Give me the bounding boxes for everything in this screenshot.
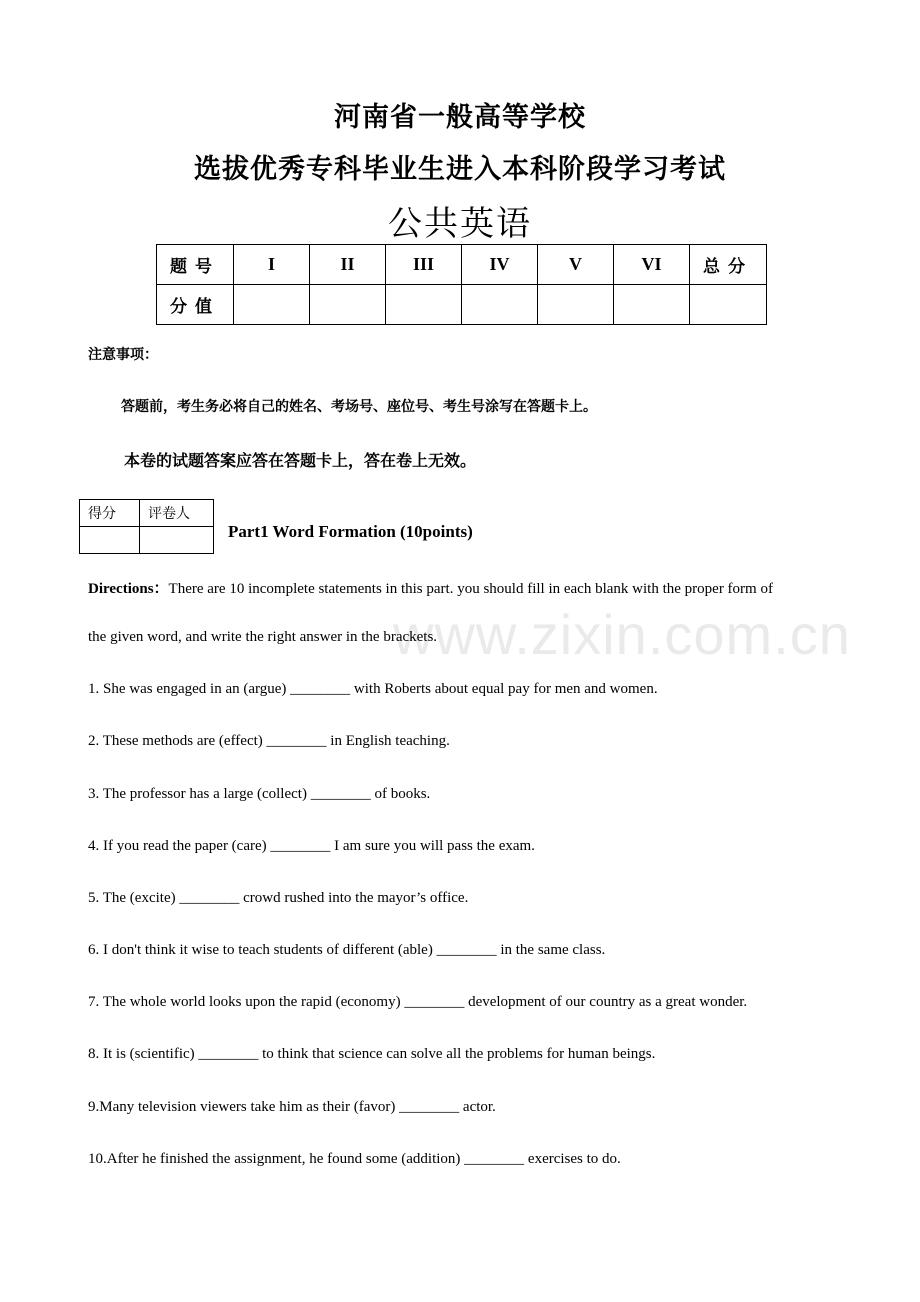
question-10: 10.After he finished the assignment, he found some (addition) ________ exercises to do. (88, 1151, 621, 1167)
question-7: 7. The whole world looks upon the rapid (economy) ________ development of our country as a great wonder. (88, 994, 748, 1010)
grader-entry-cell[interactable] (140, 527, 214, 554)
score-table (156, 244, 767, 325)
score-cell-i[interactable] (234, 285, 310, 325)
notes-label: 注意事项： (88, 347, 158, 363)
column-ii: II (310, 245, 386, 285)
score-label: 得分 (80, 500, 140, 527)
question-4: 4. If you read the paper (care) ________ I am sure you will pass the exam. (88, 838, 535, 854)
directions-line2: the given word, and write the right answer in the brackets. (88, 629, 438, 645)
grader-table (79, 499, 214, 554)
question-3: 3. The professor has a large (collect) ________ of books. (88, 786, 431, 802)
column-iii: III (386, 245, 462, 285)
question-1: 1. She was engaged in an (argue) ________ with Roberts about equal pay for men and women. (88, 681, 658, 697)
column-vi: VI (614, 245, 690, 285)
question-5: 5. The (excite) ________ crowd rushed into the mayor’s office. (88, 890, 469, 906)
part1-title: Part1 Word Formation (10points) (228, 522, 473, 541)
exam-title-line1: 河南省一般高等学校 (334, 102, 586, 133)
score-entry-cell[interactable] (80, 527, 140, 554)
grader-label: 评卷人 (140, 500, 214, 527)
score-value-label: 分值 (157, 285, 234, 325)
directions-label: Directions： (88, 581, 169, 597)
total-label: 总分 (690, 245, 767, 285)
exam-title-line2: 选拔优秀专科毕业生进入本科阶段学习考试 (194, 154, 726, 185)
question-8: 8. It is (scientific) ________ to think that science can solve all the problems for human beings. (88, 1046, 656, 1062)
score-cell-ii[interactable] (310, 285, 386, 325)
score-cell-total[interactable] (690, 285, 767, 325)
column-iv: IV (462, 245, 538, 285)
directions-text1: There are 10 incomplete statements in this part. you should fill in each blank with the proper form of (168, 581, 773, 597)
score-cell-iii[interactable] (386, 285, 462, 325)
column-i: I (234, 245, 310, 285)
note-line1: 答题前，考生务必将自己的姓名、考场号、座位号、考生号涂写在答题卡上。 (121, 399, 597, 415)
question-number-label: 题号 (157, 245, 234, 285)
directions-line1 (88, 577, 773, 598)
watermark: www.zixin.com.cn (393, 603, 851, 666)
column-v: V (538, 245, 614, 285)
subject-title: 公共英语 (388, 204, 532, 244)
score-cell-iv[interactable] (462, 285, 538, 325)
score-cell-vi[interactable] (614, 285, 690, 325)
question-6: 6. I don't think it wise to teach students of different (able) ________ in the same class. (88, 942, 606, 958)
score-table-value-row (157, 285, 767, 325)
question-2: 2. These methods are (effect) ________ in English teaching. (88, 733, 450, 749)
score-table-header-row (157, 245, 767, 285)
score-cell-v[interactable] (538, 285, 614, 325)
question-9: 9.Many television viewers take him as their (favor) ________ actor. (88, 1099, 496, 1115)
note-line2: 本卷的试题答案应答在答题卡上，答在卷上无效。 (124, 451, 477, 470)
